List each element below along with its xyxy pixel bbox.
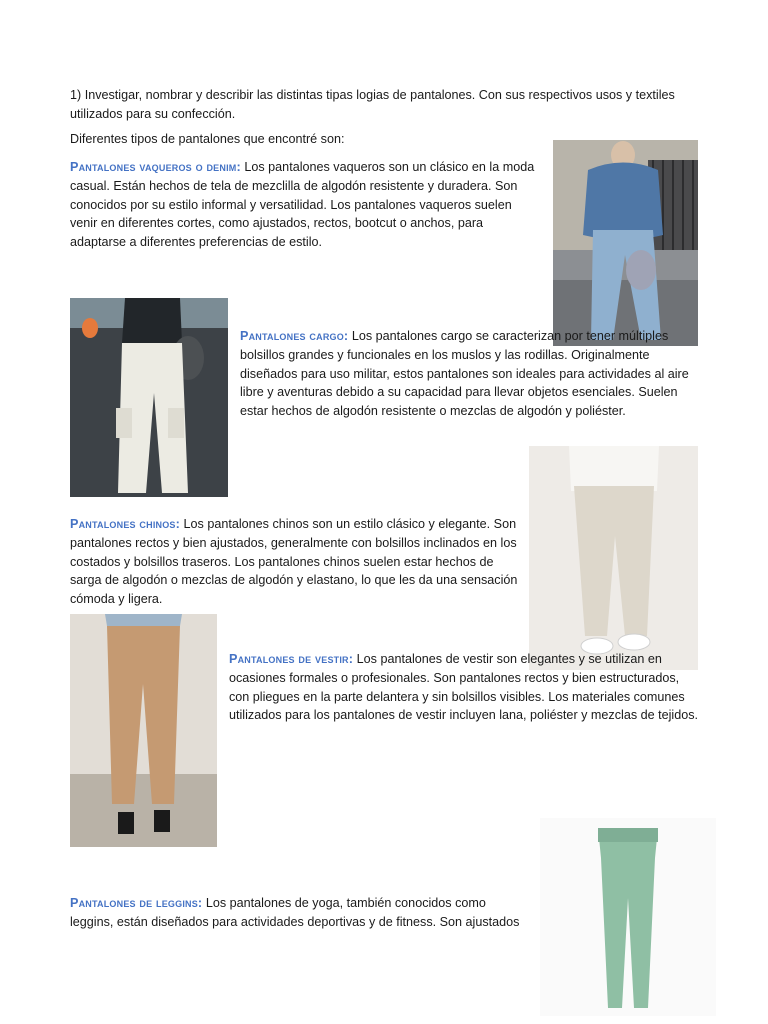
cargo-heading: Pantalones cargo: [240,329,349,343]
chinos-photo [529,446,698,670]
chinos-paragraph [70,515,522,609]
denim-heading: Pantalones vaqueros o denim: [70,160,241,174]
question-text: 1) Investigar, nombrar y describir las distintas tipas logias de pantalones. Con sus respectivos usos y textiles utilizados para su confección. [70,88,675,121]
denim-body: Los pantalones vaqueros son un clásico en la moda casual. Están hechos de tela de mezclilla de algodón resistente y duradera. Son conocidos por su estilo informal y versatilidad. Los pantalones vaqueros suelen venir en diferentes cortes, como ajustados, rectos, bootcut o anchos, para adaptarse a diferentes preferencias de estilo. [70,160,535,250]
vestir-paragraph [229,650,699,725]
vestir-heading: Pantalones de vestir: [229,652,354,666]
denim-photo [553,140,698,346]
vestir-body: Los pantalones de vestir son elegantes y se utilizan en ocasiones formales o profesionales. Son pantalones rectos y bien estructurados, con pliegues en la parte delantera y sin bolsillos visibles. Los materiales comunes utilizados para los pantalones de vestir incluyen lana, poliéster y mezclas de tejidos. [229,652,699,723]
vestir-photo [70,614,217,847]
cargo-body: Los pantalones cargo se caracterizan por tener múltiples bolsillos grandes y funcionales en los muslos y las rodillas. Originalmente diseñados para uso militar, estos pantalones son ideales para actividades al aire libre y aventuras debido a su capacidad para llevar objetos esenciales. Suelen estar hechos de algodón resistente o mezclas de algodón y poliéster. [240,329,689,419]
cargo-photo [70,298,228,497]
leggins-photo [540,818,716,1016]
chinos-heading: Pantalones chinos: [70,517,181,531]
leggins-paragraph [70,894,530,932]
leggins-heading: Pantalones de leggins: [70,896,203,910]
cargo-paragraph [240,327,698,421]
intro-text: Diferentes tipos de pantalones que encontré son: [70,132,345,146]
leggins-body: Los pantalones de yoga, también conocidos como leggins, están diseñados para actividades deportivas y de fitness. Son ajustados [70,896,520,929]
denim-paragraph [70,158,540,252]
chinos-body: Los pantalones chinos son un estilo clásico y elegante. Son pantalones rectos y bien ajustados, generalmente con bolsillos inclinados en los costados y bolsillos traseros. Los pantalones chinos suelen estar hechos de sarga de algodón o mezclas de algodón y elastano, lo que les da una sensación cómoda y ligera. [70,517,518,607]
